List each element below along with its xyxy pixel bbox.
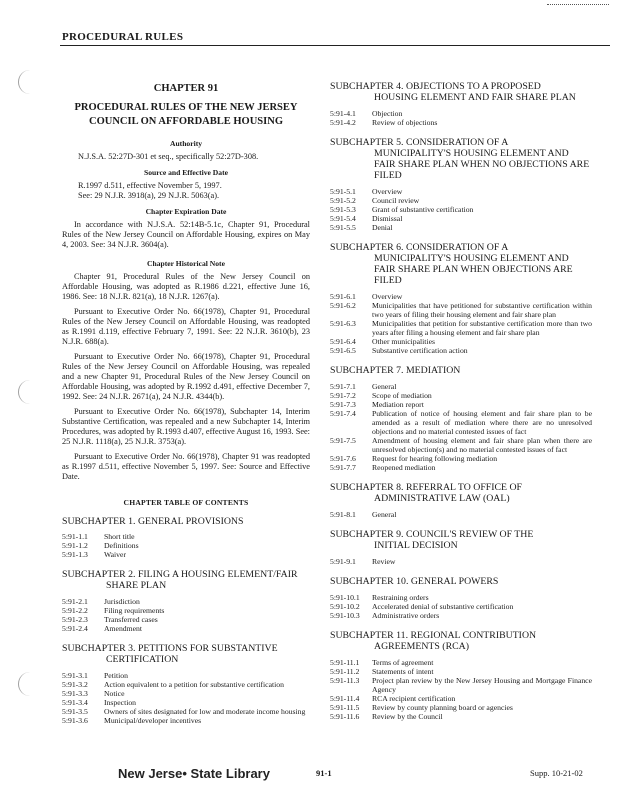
section-number: 5:91-3.3 xyxy=(62,689,88,698)
toc-entry xyxy=(62,716,310,725)
section-number: 5:91-6.1 xyxy=(330,292,356,301)
section-title: Review xyxy=(372,557,396,566)
section-number: 5:91-6.4 xyxy=(330,337,356,346)
toc-entry xyxy=(330,187,592,196)
subchapter-heading-cont: CERTIFICATION xyxy=(106,654,179,665)
chapter-title-line-1: PROCEDURAL RULES OF THE NEW JERSEY xyxy=(74,102,298,113)
subchapter-heading: SUBCHAPTER 7. MEDIATION xyxy=(330,365,461,376)
section-title: Owners of sites designated for low and moderate income housing xyxy=(104,707,306,716)
toc-entry xyxy=(330,593,592,602)
toc-list xyxy=(330,292,592,355)
subchapter-heading: SUBCHAPTER 11. REGIONAL CONTRIBUTION xyxy=(330,630,537,641)
source-heading: Source and Effective Date xyxy=(143,168,228,177)
subchapter-heading: SUBCHAPTER 6. CONSIDERATION OF A xyxy=(330,242,509,253)
toc-entry xyxy=(62,532,310,541)
source-text-2: See: 29 N.J.R. 3918(a), 29 N.J.R. 5063(a). xyxy=(78,191,220,200)
history-paragraph: Pursuant to Executive Order No. 66(1978), Chapter 91, Procedural Rules of the New Jersey Council on Affordable Housing, was repealed and a new Chapter 91, Procedural Rules of the New Jersey Council on Affordable Housing, was adopted by R.1992 d.491, effective December 7, 1992. See: 24 N.J.R. 2671(a), 24 N.J.R. 4344(b). xyxy=(62,352,310,401)
toc-entry xyxy=(330,205,592,214)
authority-heading: Authority xyxy=(169,139,203,148)
section-title: Council review xyxy=(372,196,420,205)
toc-entry xyxy=(62,597,310,606)
section-title: Accelerated denial of substantive certification xyxy=(372,602,514,611)
toc-entry xyxy=(330,337,592,346)
source-text-1: R.1997 d.511, effective November 5, 1997. xyxy=(78,181,222,190)
toc-entry xyxy=(330,223,592,232)
header-rule xyxy=(60,45,610,46)
section-number: 5:91-7.6 xyxy=(330,454,356,463)
toc-entry xyxy=(330,214,592,223)
section-title: Municipal/developer incentives xyxy=(104,716,202,725)
section-number: 5:91-10.2 xyxy=(330,602,360,611)
section-title: Statements of intent xyxy=(372,667,434,676)
toc-entry xyxy=(62,550,310,559)
section-title: Grant of substantive certification xyxy=(372,205,474,214)
toc-entry xyxy=(330,694,592,703)
section-number: 5:91-6.5 xyxy=(330,346,356,355)
scan-mark xyxy=(547,4,609,5)
section-title: Waiver xyxy=(104,550,127,559)
section-number: 5:91-2.3 xyxy=(62,615,88,624)
hole-punch-mark xyxy=(18,70,35,94)
authority-text: N.J.S.A. 52:27D-301 et seq., specifically 52:27D-308. xyxy=(78,152,259,161)
toc-entry xyxy=(330,400,592,409)
section-number: 5:91-3.2 xyxy=(62,680,88,689)
toc-entry xyxy=(330,391,592,400)
section-title: Amendment of housing element and fair share plan when there are unresolved objection(s) and no material contested issues of fact xyxy=(372,436,592,454)
toc-entry xyxy=(62,624,310,633)
section-title: Publication of notice of housing element and fair share plan to be amended as a result of mediation where there are no unresolved objections and no material contested issues of fact xyxy=(372,409,592,436)
section-number: 5:91-6.2 xyxy=(330,301,356,310)
toc-entry xyxy=(62,671,310,680)
history-paragraph: Chapter 91, Procedural Rules of the New Jersey Council on Affordable Housing, was adopted as R.1986 d.221, effective June 16, 1986. See: 18 N.J.R. 821(a), 18 N.J.R. 1267(a). xyxy=(62,272,310,301)
toc-heading: CHAPTER TABLE OF CONTENTS xyxy=(123,498,249,507)
section-title: Terms of agreement xyxy=(372,658,434,667)
section-title: Overview xyxy=(372,292,403,301)
section-number: 5:91-7.3 xyxy=(330,400,356,409)
section-title: Review by county planning board or agencies xyxy=(372,703,513,712)
page-number: 91-1 xyxy=(316,768,332,778)
section-number: 5:91-1.3 xyxy=(62,550,88,559)
section-number: 5:91-4.2 xyxy=(330,118,356,127)
chapter-title-line-2: COUNCIL ON AFFORDABLE HOUSING xyxy=(89,116,283,127)
toc-entry xyxy=(62,680,310,689)
section-title: RCA recipient certification xyxy=(372,694,456,703)
section-number: 5:91-5.1 xyxy=(330,187,356,196)
toc-entry xyxy=(330,703,592,712)
expiration-heading: Chapter Expiration Date xyxy=(145,207,227,216)
toc-entry xyxy=(62,698,310,707)
toc-entry xyxy=(330,463,592,472)
subchapter-heading-cont: MUNICIPALITY'S HOUSING ELEMENT AND FAIR SHARE PLAN WHEN NO OBJECTIONS ARE FILED xyxy=(374,148,590,181)
section-title: Overview xyxy=(372,187,403,196)
toc-entry xyxy=(62,606,310,615)
section-title: Inspection xyxy=(104,698,137,707)
section-number: 5:91-7.2 xyxy=(330,391,356,400)
section-number: 5:91-11.2 xyxy=(330,667,360,676)
toc-entry xyxy=(330,667,592,676)
history-paragraph: Pursuant to Executive Order No. 66(1978), Subchapter 14, Interim Substantive Certification, was repealed and a new Subchapter 14, Interim Procedures, was adopted by R.1993 d.407, effective August 16, 1993. See: 25 N.J.R. 1118(a), 25 N.J.R. 3753(a). xyxy=(62,407,310,446)
section-title: Transferred cases xyxy=(104,615,158,624)
subchapter-heading: SUBCHAPTER 8. REFERRAL TO OFFICE OF xyxy=(330,482,522,493)
section-title: Municipalities that petition for substantive certification more than two years after filing a housing element and fair share plan xyxy=(372,319,592,337)
section-number: 5:91-1.1 xyxy=(62,532,88,541)
section-number: 5:91-10.3 xyxy=(330,611,360,620)
subchapter-heading: SUBCHAPTER 10. GENERAL POWERS xyxy=(330,576,499,587)
section-number: 5:91-11.6 xyxy=(330,712,360,721)
toc-list xyxy=(330,658,592,721)
section-number: 5:91-11.3 xyxy=(330,676,360,685)
subchapter-heading: SUBCHAPTER 5. CONSIDERATION OF A xyxy=(330,137,509,148)
section-number: 5:91-10.1 xyxy=(330,593,360,602)
subchapter-heading-cont: MUNICIPALITY'S HOUSING ELEMENT AND FAIR SHARE PLAN WHEN OBJECTIONS ARE FILED xyxy=(374,253,573,286)
section-title: Other municipalities xyxy=(372,337,435,346)
toc-entry xyxy=(330,409,592,436)
right-column xyxy=(330,81,592,731)
toc-entry xyxy=(330,602,592,611)
section-title: Request for hearing following mediation xyxy=(372,454,498,463)
toc-entry xyxy=(330,382,592,391)
section-title: Substantive certification action xyxy=(372,346,468,355)
toc-entry xyxy=(330,510,592,519)
toc-list xyxy=(330,382,592,472)
toc-entry xyxy=(330,292,592,301)
toc-entry xyxy=(330,454,592,463)
section-title: Notice xyxy=(104,689,125,698)
toc-entry xyxy=(330,301,592,319)
subchapter-heading-cont: HOUSING ELEMENT AND FAIR SHARE PLAN xyxy=(374,92,576,103)
section-title: Mediation report xyxy=(372,400,424,409)
section-title: Action equivalent to a petition for substantive certification xyxy=(104,680,284,689)
section-title: General xyxy=(372,510,397,519)
section-title: Denial xyxy=(372,223,393,232)
toc-list xyxy=(330,510,592,519)
section-number: 5:91-3.5 xyxy=(62,707,88,716)
section-number: 5:91-7.4 xyxy=(330,409,356,418)
toc-entry xyxy=(330,346,592,355)
subchapter-heading-cont: ADMINISTRATIVE LAW (OAL) xyxy=(374,493,510,504)
toc-entry xyxy=(330,658,592,667)
toc-entry xyxy=(62,541,310,550)
section-number: 5:91-5.4 xyxy=(330,214,356,223)
section-title: Dismissal xyxy=(372,214,403,223)
section-number: 5:91-2.2 xyxy=(62,606,88,615)
supplement-date: Supp. 10-21-02 xyxy=(530,768,583,778)
library-stamp: New Jerse• State Library xyxy=(118,766,270,781)
section-number: 5:91-7.7 xyxy=(330,463,356,472)
left-column xyxy=(62,84,310,735)
section-title: Short title xyxy=(104,532,135,541)
toc-entry xyxy=(330,611,592,620)
hole-punch-mark xyxy=(18,380,35,404)
section-number: 5:91-5.2 xyxy=(330,196,356,205)
section-number: 5:91-3.1 xyxy=(62,671,88,680)
toc-list xyxy=(330,593,592,620)
section-title: Restraining orders xyxy=(372,593,429,602)
subchapter-heading: SUBCHAPTER 2. FILING A HOUSING ELEMENT/FAIR xyxy=(62,569,298,580)
section-title: Amendment xyxy=(104,624,143,633)
section-number: 5:91-11.4 xyxy=(330,694,360,703)
toc-entry xyxy=(330,196,592,205)
section-number: 5:91-3.4 xyxy=(62,698,88,707)
expiration-text: In accordance with N.J.S.A. 52:14B-5.1c, Chapter 91, Procedural Rules of the New Jersey Council on Affordable Housing, expires on May 4, 2003. See: 34 N.J.R. 3604(a). xyxy=(62,220,310,249)
history-paragraph: Pursuant to Executive Order No. 66(1978), Chapter 91, Procedural Rules of the New Jersey Council on Affordable Housing, was readopted as R.1991 d.119, effective February 7, 1991. See: 22 N.J.R. 3610(b), 23 N.J.R. 688(a). xyxy=(62,307,310,346)
section-number: 5:91-4.1 xyxy=(330,109,356,118)
section-number: 5:91-11.1 xyxy=(330,658,360,667)
section-number: 5:91-6.3 xyxy=(330,319,356,328)
hole-punch-mark xyxy=(18,672,35,696)
chapter-label: CHAPTER 91 xyxy=(153,83,219,94)
chapter-title xyxy=(62,101,310,129)
section-title: Review of objections xyxy=(372,118,438,127)
section-title: Municipalities that have petitioned for substantive certification within two years of filing their housing element and fair share plan xyxy=(372,301,592,319)
toc-list xyxy=(62,671,310,725)
section-number: 5:91-7.5 xyxy=(330,436,356,445)
section-title: General xyxy=(372,382,397,391)
toc-entry xyxy=(330,436,592,454)
toc-list xyxy=(330,187,592,232)
section-title: Filing requirements xyxy=(104,606,165,615)
subchapter-heading: SUBCHAPTER 4. OBJECTIONS TO A PROPOSED xyxy=(330,81,541,92)
section-title: Scope of mediation xyxy=(372,391,432,400)
section-number: 5:91-5.3 xyxy=(330,205,356,214)
toc-entry xyxy=(330,319,592,337)
subchapter-heading: SUBCHAPTER 9. COUNCIL'S REVIEW OF THE xyxy=(330,529,534,540)
section-number: 5:91-7.1 xyxy=(330,382,356,391)
section-number: 5:91-9.1 xyxy=(330,557,356,566)
toc-list xyxy=(62,597,310,633)
subchapter-heading: SUBCHAPTER 1. GENERAL PROVISIONS xyxy=(62,516,244,527)
section-number: 5:91-2.1 xyxy=(62,597,88,606)
subchapter-heading-cont: AGREEMENTS (RCA) xyxy=(374,641,469,652)
section-title: Project plan review by the New Jersey Housing and Mortgage Finance Agency xyxy=(372,676,592,694)
section-title: Administrative orders xyxy=(372,611,440,620)
toc-list xyxy=(62,532,310,559)
section-number: 5:91-1.2 xyxy=(62,541,88,550)
subchapter-heading-cont: SHARE PLAN xyxy=(106,580,167,591)
toc-entry xyxy=(330,712,592,721)
toc-entry xyxy=(330,676,592,694)
toc-list xyxy=(330,109,592,127)
section-number: 5:91-8.1 xyxy=(330,510,356,519)
history-paragraph: Pursuant to Executive Order No. 66(1978), Chapter 91 was readopted as R.1997 d.511, effective November 5, 1997. See: Source and Effective Date. xyxy=(62,452,310,481)
toc-entry xyxy=(330,557,592,566)
section-title: Definitions xyxy=(104,541,139,550)
toc-entry xyxy=(330,109,592,118)
toc-entry xyxy=(330,118,592,127)
subchapter-heading: SUBCHAPTER 3. PETITIONS FOR SUBSTANTIVE xyxy=(62,643,278,654)
section-title: Review by the Council xyxy=(372,712,443,721)
toc-entry xyxy=(62,707,310,716)
toc-entry xyxy=(62,689,310,698)
section-number: 5:91-11.5 xyxy=(330,703,360,712)
running-header: PROCEDURAL RULES xyxy=(62,31,184,43)
section-number: 5:91-3.6 xyxy=(62,716,88,725)
section-title: Objection xyxy=(372,109,403,118)
section-title: Petition xyxy=(104,671,128,680)
section-number: 5:91-5.5 xyxy=(330,223,356,232)
section-title: Jurisdiction xyxy=(104,597,140,606)
toc-list xyxy=(330,557,592,566)
section-title: Reopened mediation xyxy=(372,463,436,472)
subchapter-heading-cont: INITIAL DECISION xyxy=(374,540,458,551)
toc-entry xyxy=(62,615,310,624)
history-heading: Chapter Historical Note xyxy=(147,259,225,268)
section-number: 5:91-2.4 xyxy=(62,624,88,633)
